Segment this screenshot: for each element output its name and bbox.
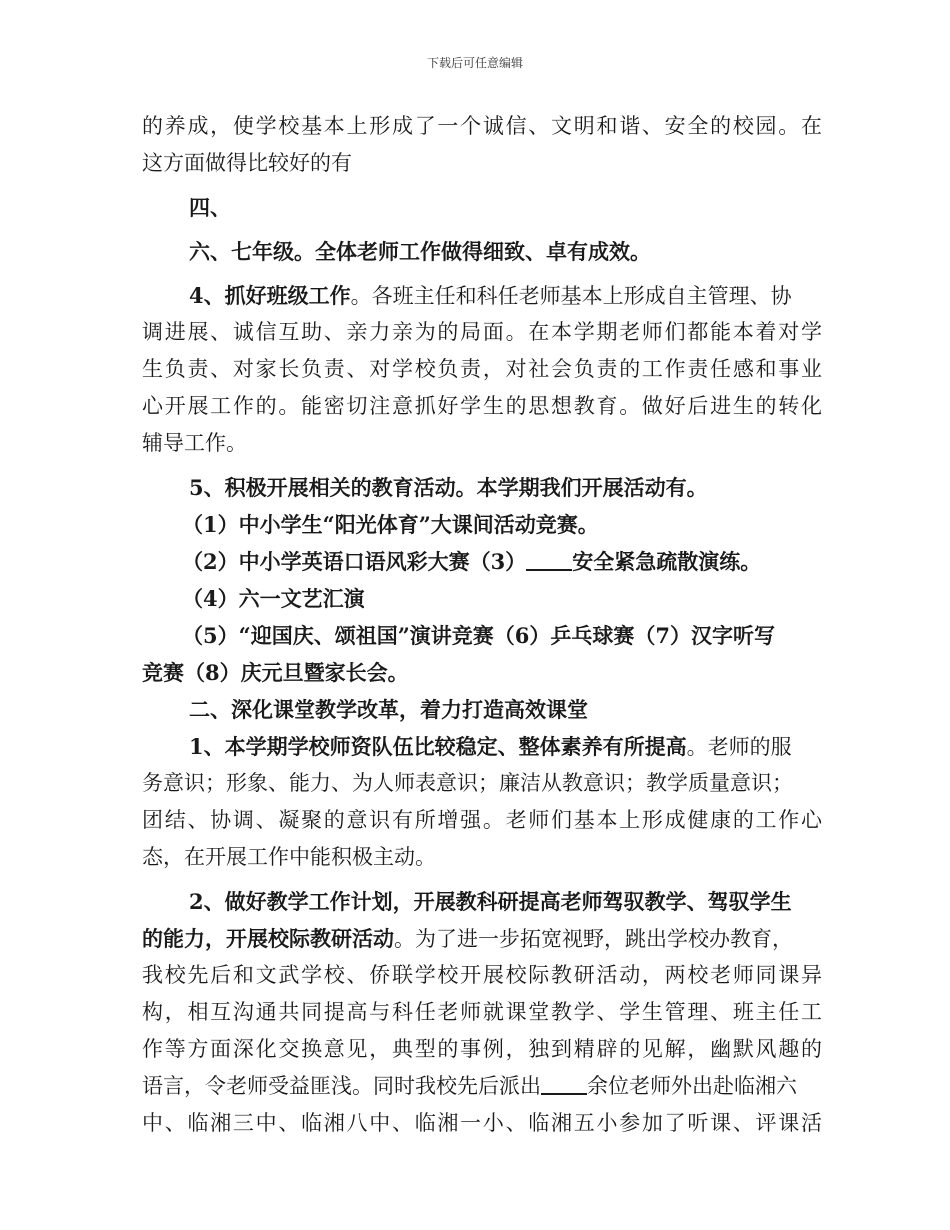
activity-item (142, 617, 822, 654)
text-run: 这方面做得比较好的有 (142, 151, 352, 175)
text-run: 5、积极开展相关的教育活动。本学期我们开展活动有。 (189, 475, 708, 500)
section-heading (142, 189, 822, 226)
text-run: （2）中小学英语口语风彩大赛（3） (182, 549, 527, 574)
fill-in-blank (541, 1073, 587, 1095)
paragraph-line (142, 765, 822, 802)
text-run: 辅导工作。 (142, 431, 247, 455)
text-run: 余位老师外出赴临湘六 (587, 1074, 797, 1098)
paragraph-line (142, 1068, 822, 1105)
paragraph-line (142, 277, 822, 314)
bold-run: 4、抓好班级工作 (189, 283, 351, 308)
text-run: 二、深化课堂教学改革，着力打造高效课堂 (189, 697, 588, 722)
section-heading (142, 691, 822, 728)
header-text: 下载后可任意编辑 (426, 56, 523, 70)
text-run: 调进展、诚信互助、亲力亲为的局面。在本学期老师们都能本着对学 (142, 320, 822, 344)
paragraph-line (142, 728, 822, 765)
section-heading (142, 233, 822, 270)
paragraph-line (142, 839, 822, 876)
page-header (0, 54, 950, 71)
activity-item (142, 543, 822, 580)
text-run: 。为了进一步拓宽视野，跳出学校办教育， (394, 927, 793, 951)
text-run: （5）“迎国庆、颂祖国”演讲竞赛（6）乒乓球赛（7）汉字听写 (182, 623, 775, 648)
text-run: 。老师的服 (686, 735, 792, 759)
paragraph-line (142, 388, 822, 425)
paragraph-line (142, 994, 822, 1031)
text-run: 安全紧急疏散演练。 (572, 549, 762, 574)
text-run: 2、做好教学工作计划，开展教科研提高老师驾驭教学、驾驭学生 (189, 889, 792, 914)
section-heading (142, 469, 822, 506)
paragraph-line (142, 425, 822, 462)
bold-run: 1、本学期学校师资队伍比较稳定、整体素养有所提高 (189, 734, 687, 759)
fill-in-blank (526, 549, 572, 571)
text-run: 四、 (189, 195, 231, 220)
text-run: 心开展工作的。能密切注意抓好学生的思想教育。做好后进生的转化 (142, 394, 822, 418)
text-run: 竞赛（8）庆元旦暨家长会。 (142, 660, 409, 685)
text-run: 。各班主任和科任老师基本上形成自主管理、协 (350, 284, 792, 308)
text-run: 六、七年级。全体老师工作做得细致、卓有成效。 (189, 239, 651, 264)
paragraph-line (142, 145, 822, 182)
text-run: 的养成，使学校基本上形成了一个诚信、文明和谐、安全的校园。在 (142, 114, 822, 138)
text-run: 态，在开展工作中能积极主动。 (142, 845, 436, 869)
paragraph-line (142, 108, 822, 145)
text-run: 我校先后和文武学校、侨联学校开展校际教研活动，两校老师同课异 (142, 963, 822, 987)
paragraph-line (142, 1105, 822, 1142)
bold-run: 的能力，开展校际教研活动 (142, 926, 394, 951)
text-run: （4）六一文艺汇演 (182, 586, 365, 611)
activity-item (142, 580, 822, 617)
paragraph-line (142, 957, 822, 994)
activity-item (142, 654, 822, 691)
paragraph-line (142, 920, 822, 957)
text-run: （1）中小学生“阳光体育”大课间活动竞赛。 (182, 512, 599, 537)
text-run: 务意识；形象、能力、为人师表意识；廉洁从教意识；教学质量意识； (142, 771, 793, 795)
paragraph-line (142, 314, 822, 351)
document-body (142, 108, 822, 1142)
text-run: 作等方面深化交换意见，典型的事例，独到精辟的见解，幽默风趣的 (142, 1037, 822, 1061)
text-run: 团结、协调、凝聚的意识有所增强。老师们基本上形成健康的工作心 (142, 808, 822, 832)
text-run: 生负责、对家长负责、对学校负责，对社会负责的工作责任感和事业 (142, 357, 822, 381)
text-run: 中、临湘三中、临湘八中、临湘一小、临湘五小参加了听课、评课活 (142, 1111, 822, 1135)
text-run: 语言，令老师受益匪浅。同时我校先后派出 (142, 1074, 541, 1098)
paragraph-line (142, 351, 822, 388)
paragraph-line (142, 1031, 822, 1068)
activity-item (142, 506, 822, 543)
paragraph-line (142, 802, 822, 839)
text-run: 构，相互沟通共同提高与科任老师就课堂教学、学生管理、班主任工 (142, 1000, 822, 1024)
paragraph-line (142, 883, 822, 920)
